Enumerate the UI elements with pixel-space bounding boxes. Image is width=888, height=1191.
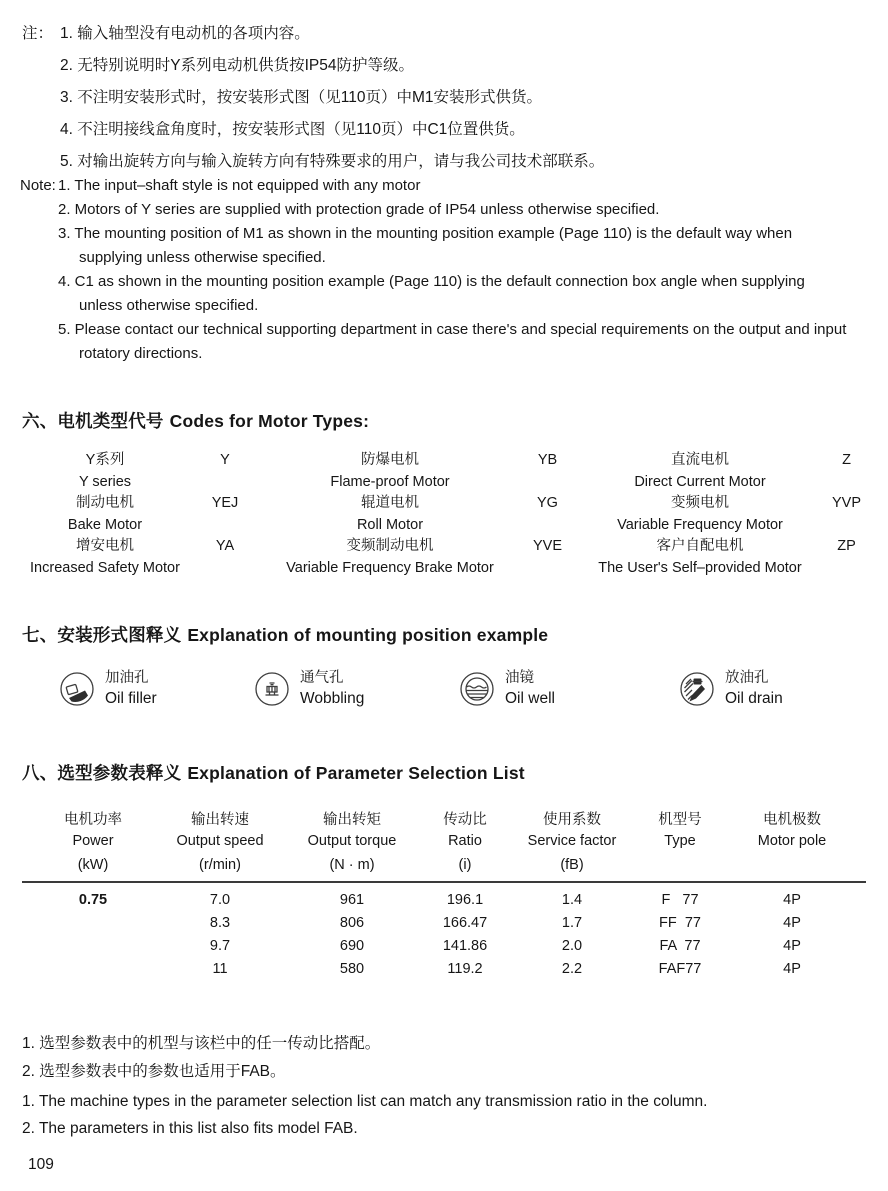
notes-english	[20, 174, 850, 366]
note-cn-2: 2. 无特别说明时Y系列电动机供货按IP54防护等级。	[60, 57, 414, 74]
cell-power: 0.75	[78, 892, 108, 908]
cell-output-speed: 7.0	[209, 892, 231, 908]
motor-name-en: Increased Safety Motor	[30, 559, 180, 576]
notes-en-prefix: Note:	[20, 177, 56, 194]
legend-label-cn: 放油孔	[725, 670, 769, 686]
motor-name-cn: 增安电机	[76, 538, 134, 554]
footer-note-cn-2: 2. 选型参数表中的参数也适用于FAB。	[22, 1063, 286, 1080]
cell-ratio: 196.1	[446, 892, 484, 908]
col-header-cn: 输出转矩	[323, 812, 381, 828]
cell-type: FA 77	[659, 938, 701, 954]
legend-label-en: Wobbling	[300, 690, 365, 707]
motor-name-en: Bake Motor	[67, 516, 143, 533]
cell-type: FAF77	[658, 961, 702, 977]
motor-name-en: Roll Motor	[356, 516, 424, 533]
heading-en: Codes for Motor Types:	[169, 411, 370, 431]
note-cn-1: 1. 输入轴型没有电动机的各项内容。	[60, 25, 310, 42]
motor-name-cn: 变频电机	[671, 495, 729, 511]
cell-service-factor: 2.2	[561, 961, 583, 977]
motor-code: YB	[537, 452, 558, 468]
motor-code: YA	[215, 538, 235, 554]
col-header-en: Motor pole	[757, 833, 827, 849]
cell-type: FF 77	[659, 915, 701, 931]
table-row	[20, 938, 868, 954]
cell-power	[20, 915, 166, 931]
heading-en: Explanation of mounting position example	[187, 625, 549, 645]
col-unit: (fB)	[560, 857, 584, 873]
motor-code: YG	[537, 495, 558, 511]
col-header-cn: 传动比	[443, 812, 487, 828]
legend-label-en: Oil drain	[725, 690, 783, 707]
motor-name-cn: 变频制动电机	[346, 538, 434, 554]
table-row	[20, 961, 868, 977]
cell-type: F 77	[661, 892, 699, 908]
note-cn-5: 5. 对输出旋转方向与输入旋转方向有特殊要求的用户，请与我公司技术部联系。	[60, 153, 605, 170]
heading-cn: 七、安装形式图释义	[22, 625, 182, 645]
col-header-en: Ratio	[448, 833, 482, 849]
motor-name-en: Y series	[78, 473, 132, 490]
legend-item-oil-filler	[58, 668, 157, 709]
page-number: 109	[28, 1156, 54, 1173]
table-row	[20, 915, 868, 931]
col-unit: (kW)	[77, 857, 109, 873]
note-cn-4: 4. 不注明接线盒角度时，按安装形式图（见110页）中C1位置供货。	[60, 121, 525, 138]
note-en-4: 4. C1 as shown in the mounting position example (Page 110) is the default connection box angle when supplying unless otherwise specified.	[58, 273, 805, 314]
heading-cn: 六、电机类型代号	[22, 411, 164, 431]
cell-ratio: 166.47	[442, 915, 488, 931]
note-en-3: 3. The mounting position of M1 as shown in the mounting position example (Page 110) is the default way when supplying unless otherwise specified.	[58, 225, 793, 266]
param-table-header-cn	[20, 808, 868, 829]
cell-output-torque: 961	[339, 892, 365, 908]
motor-code: YVE	[532, 538, 562, 554]
param-table-header-unit	[20, 857, 868, 873]
motor-name-cn: Y系列	[85, 452, 125, 468]
cell-output-speed: 9.7	[209, 938, 231, 954]
vent-icon	[253, 670, 291, 708]
section-parameter-list-heading	[22, 760, 525, 785]
section-motor-codes-heading	[22, 408, 369, 433]
motor-code: ZP	[837, 538, 856, 554]
cell-service-factor: 1.4	[561, 892, 583, 908]
footer-note-en-2: 2. The parameters in this list also fits model FAB.	[22, 1120, 358, 1137]
cell-motor-pole: 4P	[783, 938, 801, 954]
footer-notes-cn	[22, 1030, 380, 1086]
col-header-en: Power	[72, 833, 114, 849]
cell-ratio: 119.2	[447, 961, 483, 977]
col-header-en: Output speed	[176, 833, 264, 849]
notes-chinese	[22, 18, 852, 178]
note-en-5: 5. Please contact our technical supporting department in case there's and special requirements on the output and input rotatory directions.	[58, 321, 847, 362]
cell-service-factor: 2.0	[561, 938, 583, 954]
footer-note-cn-1: 1. 选型参数表中的机型与该栏中的任一传动比搭配。	[22, 1035, 381, 1052]
motor-name-en: Flame-proof Motor	[330, 473, 450, 490]
cell-output-torque: 806	[339, 915, 365, 931]
section-mounting-heading	[22, 622, 548, 647]
oil-drain-icon	[678, 670, 716, 708]
col-unit	[716, 857, 868, 873]
cell-service-factor: 1.7	[561, 915, 583, 931]
table-row	[20, 892, 868, 908]
note-en-1: 1. The input–shaft style is not equipped with any motor	[58, 177, 421, 194]
col-header-en: Output torque	[307, 833, 397, 849]
col-header-en: Service factor	[527, 833, 617, 849]
motor-name-en: Direct Current Motor	[634, 473, 766, 490]
cell-ratio: 141.86	[442, 938, 488, 954]
motor-name-cn: 防爆电机	[361, 452, 419, 468]
motor-name-cn: 客户自配电机	[656, 538, 744, 554]
cell-motor-pole: 4P	[783, 915, 801, 931]
legend-item-vent	[253, 668, 364, 709]
oil-filler-icon	[58, 670, 96, 708]
cell-power	[20, 961, 166, 977]
cell-output-speed: 11	[212, 961, 228, 977]
motor-code: YEJ	[211, 495, 239, 511]
legend-item-oil-drain	[678, 668, 783, 709]
col-unit: (r/min)	[199, 857, 241, 873]
motor-name-cn: 制动电机	[76, 495, 134, 511]
cell-motor-pole: 4P	[783, 961, 801, 977]
param-table-header-en	[20, 833, 868, 849]
note-cn-3: 3. 不注明安装形式时，按安装形式图（见110页）中M1安装形式供货。	[60, 89, 542, 106]
heading-en: Explanation of Parameter Selection List	[187, 763, 525, 783]
footer-note-en-1: 1. The machine types in the parameter selection list can match any transmission ratio in the column.	[22, 1093, 708, 1110]
cell-output-torque: 690	[339, 938, 365, 954]
motor-name-en: Variable Frequency Motor	[617, 516, 783, 533]
col-unit: (N · m)	[329, 857, 375, 873]
notes-cn-prefix: 注：	[22, 25, 54, 42]
motor-code: Z	[842, 452, 851, 468]
table-header-rule	[22, 881, 866, 883]
col-header-cn: 机型号	[658, 812, 702, 828]
motor-name-en: The User's Self–provided Motor	[598, 559, 802, 576]
legend-label-en: Oil well	[505, 690, 555, 707]
legend-label-cn: 加油孔	[105, 670, 149, 686]
cell-output-speed: 8.3	[209, 915, 231, 931]
motor-name-cn: 辊道电机	[361, 495, 419, 511]
col-header-cn: 电机极数	[763, 812, 821, 828]
motor-code: Y	[220, 452, 230, 468]
cell-output-torque: 580	[339, 961, 365, 977]
legend-label-cn: 通气孔	[300, 670, 344, 686]
col-header-en: Type	[664, 833, 696, 849]
footer-notes-en	[22, 1088, 708, 1142]
legend-label-en: Oil filler	[105, 690, 157, 707]
col-unit	[644, 857, 716, 873]
col-header-cn: 电机功率	[64, 812, 122, 828]
col-unit: (i)	[458, 857, 472, 873]
cell-power	[20, 938, 166, 954]
col-header-cn: 输出转速	[191, 812, 249, 828]
col-header-cn: 使用系数	[543, 812, 601, 828]
motor-name-cn: 直流电机	[671, 452, 729, 468]
motor-name-en: Variable Frequency Brake Motor	[286, 559, 494, 576]
heading-cn: 八、选型参数表释义	[22, 763, 182, 783]
legend-label-cn: 油镜	[505, 670, 534, 686]
legend-item-oil-well	[458, 668, 555, 709]
cell-motor-pole: 4P	[783, 892, 801, 908]
motor-code: YVP	[831, 495, 861, 511]
note-en-2: 2. Motors of Y series are supplied with protection grade of IP54 unless otherwise specified.	[58, 201, 660, 218]
mounting-legend	[0, 668, 888, 716]
oil-sight-glass-icon	[458, 670, 496, 708]
motor-codes-table	[20, 450, 868, 579]
